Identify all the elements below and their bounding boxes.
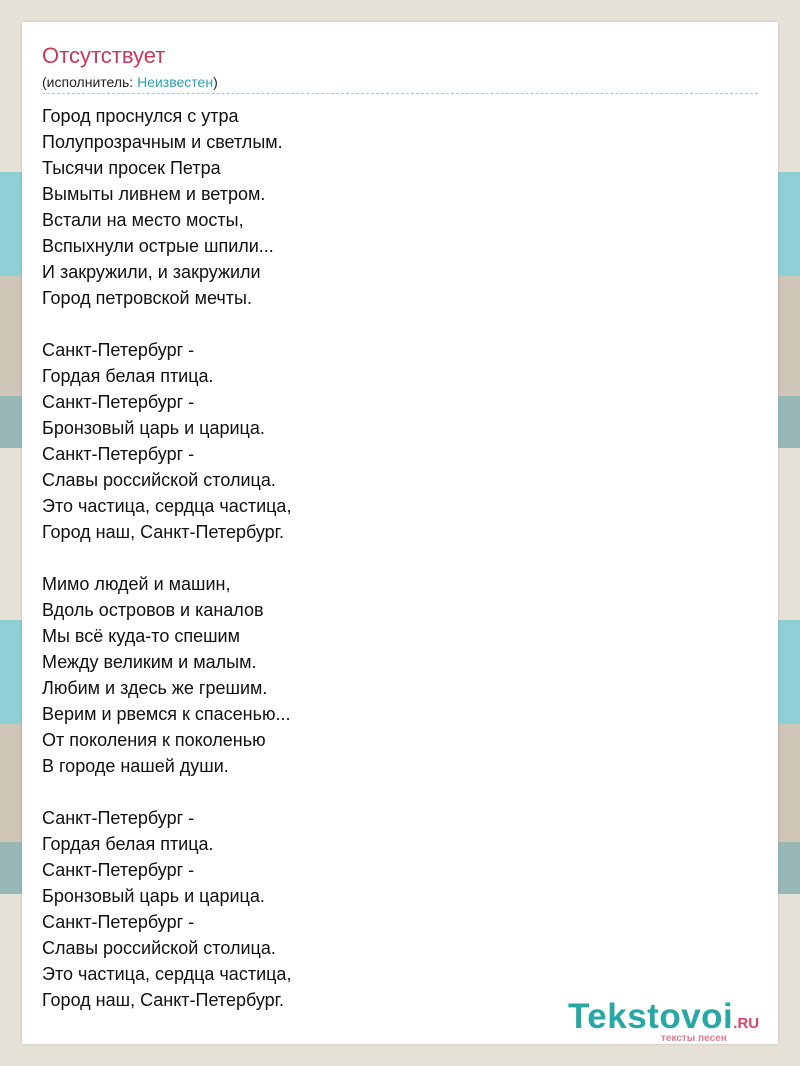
stanza — [42, 571, 742, 779]
lyric-line: Тысячи просек Петра — [42, 158, 221, 178]
stanza — [42, 805, 742, 1013]
artist-prefix: (исполнитель: — [42, 74, 138, 90]
lyric-line: Санкт-Петербург - — [42, 912, 195, 932]
logo-tagline: тексты песен — [661, 1033, 727, 1044]
lyric-line: Вспыхнули острые шпили... — [42, 236, 274, 256]
lyric-line: Встали на место мосты, — [42, 210, 244, 230]
artist-link[interactable]: Неизвестен — [137, 74, 214, 90]
lyric-line: Это частица, сердца частица, — [42, 496, 292, 516]
lyrics-card — [22, 22, 778, 1044]
stanza — [42, 103, 742, 311]
lyric-line: Гордая белая птица. — [42, 834, 214, 854]
title-divider — [42, 93, 758, 94]
lyric-line: Это частица, сердца частица, — [42, 964, 292, 984]
lyric-line: Санкт-Петербург - — [42, 860, 195, 880]
lyric-line: Мы всё куда-то спешим — [42, 626, 240, 646]
lyric-line: И закружили, и закружили — [42, 262, 261, 282]
lyric-line: Славы российской столица. — [42, 938, 276, 958]
lyric-line: Санкт-Петербург - — [42, 340, 195, 360]
lyric-line: В городе нашей души. — [42, 756, 229, 776]
lyric-line: От поколения к поколенью — [42, 730, 266, 750]
lyric-line: Город наш, Санкт-Петербург. — [42, 522, 285, 542]
lyric-line: Верим и рвемся к спасенью... — [42, 704, 291, 724]
lyric-line: Город проснулся с утра — [42, 106, 239, 126]
lyric-line: Гордая белая птица. — [42, 366, 214, 386]
lyric-line: Город петровской мечты. — [42, 288, 252, 308]
logo-tld: .RU — [733, 1015, 760, 1032]
lyric-line: Славы российской столица. — [42, 470, 276, 490]
lyric-line: Любим и здесь же грешим. — [42, 678, 268, 698]
lyric-line: Вымыты ливнем и ветром. — [42, 184, 266, 204]
logo-brand: Tekstovoi — [568, 997, 734, 1036]
lyric-line: Мимо людей и машин, — [42, 574, 231, 594]
song-title: Отсутствует — [42, 43, 166, 68]
lyric-line: Бронзовый царь и царица. — [42, 418, 265, 438]
lyric-line: Бронзовый царь и царица. — [42, 886, 265, 906]
lyric-line: Между великим и малым. — [42, 652, 257, 672]
lyric-line: Санкт-Петербург - — [42, 808, 195, 828]
artist-suffix: ) — [213, 74, 218, 90]
lyric-line: Полупрозрачным и светлым. — [42, 132, 283, 152]
lyric-line: Город наш, Санкт-Петербург. — [42, 990, 285, 1010]
lyric-line: Санкт-Петербург - — [42, 444, 195, 464]
site-logo[interactable] — [568, 997, 778, 1047]
lyric-line: Санкт-Петербург - — [42, 392, 195, 412]
artist-line — [42, 73, 218, 91]
lyrics-body — [42, 103, 742, 1039]
stanza — [42, 337, 742, 545]
lyric-line: Вдоль островов и каналов — [42, 600, 264, 620]
